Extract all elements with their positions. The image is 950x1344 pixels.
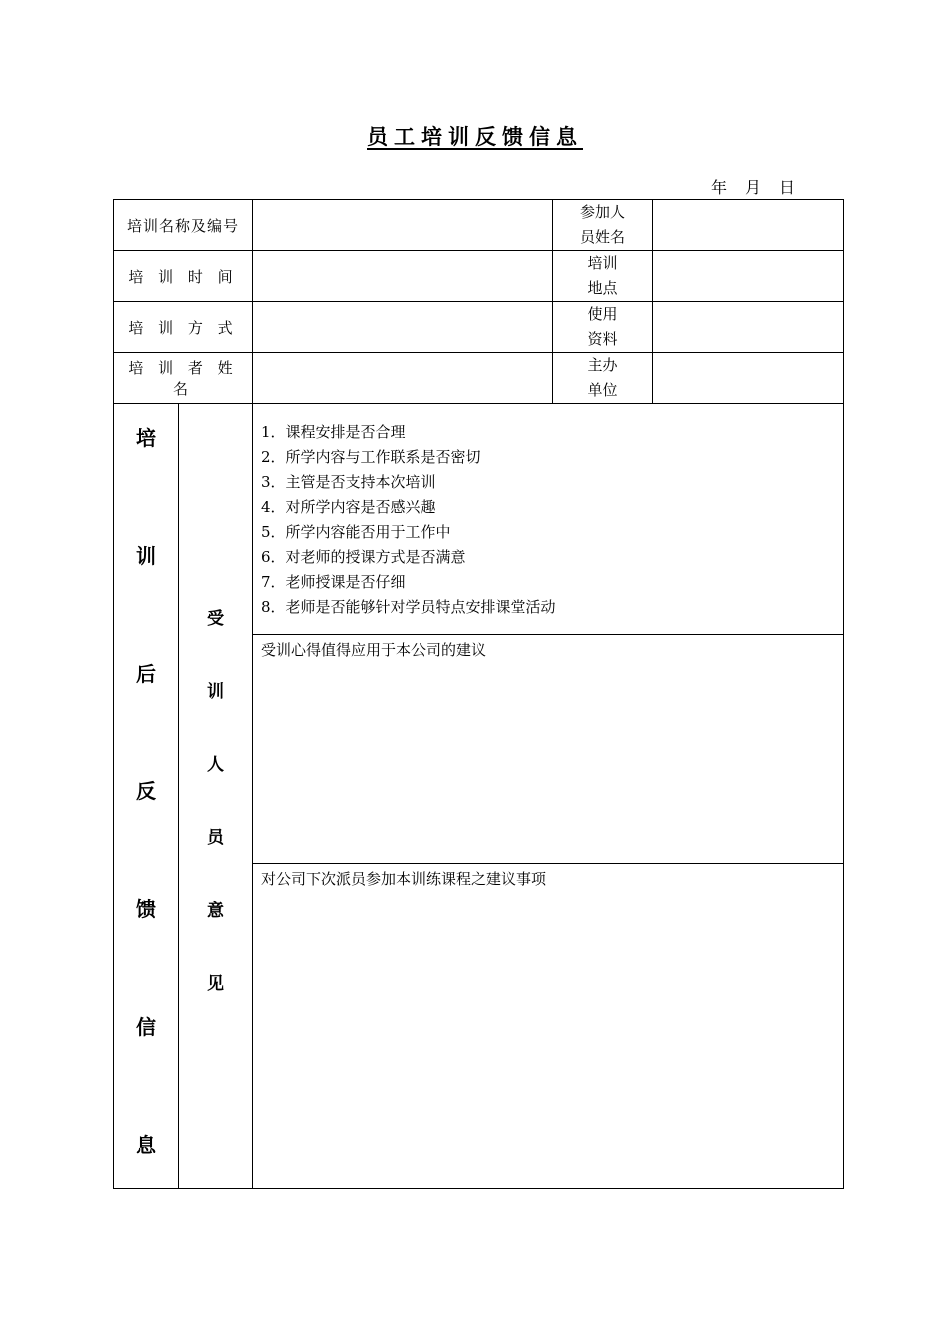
section-label-feedback: 培 训 后 反 馈 信 息 — [114, 404, 179, 1189]
date-line: 年 月 日 — [711, 178, 797, 197]
feedback-form-table — [113, 199, 844, 1189]
field-training-place[interactable] — [653, 251, 844, 302]
checklist-item: 1．课程安排是否合理 — [261, 423, 406, 441]
checklist-item: 4．对所学内容是否感兴趣 — [261, 498, 436, 516]
page-title: 员工培训反馈信息 — [367, 124, 583, 149]
label-suggestion-next: 对公司下次派员参加本训练课程之建议事项 — [261, 870, 547, 888]
checklist-item: 6．对老师的授课方式是否满意 — [261, 548, 466, 566]
field-suggestion-next[interactable] — [253, 864, 844, 1189]
field-suggestion-company[interactable] — [253, 635, 844, 864]
field-training-time[interactable] — [253, 251, 553, 302]
evaluation-checklist — [253, 404, 844, 635]
label-suggestion-company: 受训心得值得应用于本公司的建议 — [261, 641, 487, 659]
field-participants[interactable] — [653, 200, 844, 251]
field-materials[interactable] — [653, 302, 844, 353]
label-training-name: 培训名称及编号 — [114, 200, 253, 251]
label-training-place: 培训 地点 — [553, 251, 653, 302]
field-training-method[interactable] — [253, 302, 553, 353]
label-participants: 参加人 员姓名 — [553, 200, 653, 251]
checklist-item: 3．主管是否支持本次培训 — [261, 473, 436, 491]
field-training-name[interactable] — [253, 200, 553, 251]
subsection-label-trainee-opinion: 受 训 人 员 意 见 — [179, 404, 253, 1189]
label-training-method: 培 训 方 式 — [114, 302, 253, 353]
field-trainer-name[interactable] — [253, 353, 553, 404]
checklist-item: 8．老师是否能够针对学员特点安排课堂活动 — [261, 598, 556, 616]
label-organizer: 主办 单位 — [553, 353, 653, 404]
label-materials: 使用 资料 — [553, 302, 653, 353]
checklist-item: 5．所学内容能否用于工作中 — [261, 523, 451, 541]
field-organizer[interactable] — [653, 353, 844, 404]
label-trainer-name: 培 训 者 姓 名 — [114, 353, 253, 404]
checklist-item: 2．所学内容与工作联系是否密切 — [261, 448, 481, 466]
label-training-time: 培 训 时 间 — [114, 251, 253, 302]
checklist-item: 7．老师授课是否仔细 — [261, 573, 406, 591]
